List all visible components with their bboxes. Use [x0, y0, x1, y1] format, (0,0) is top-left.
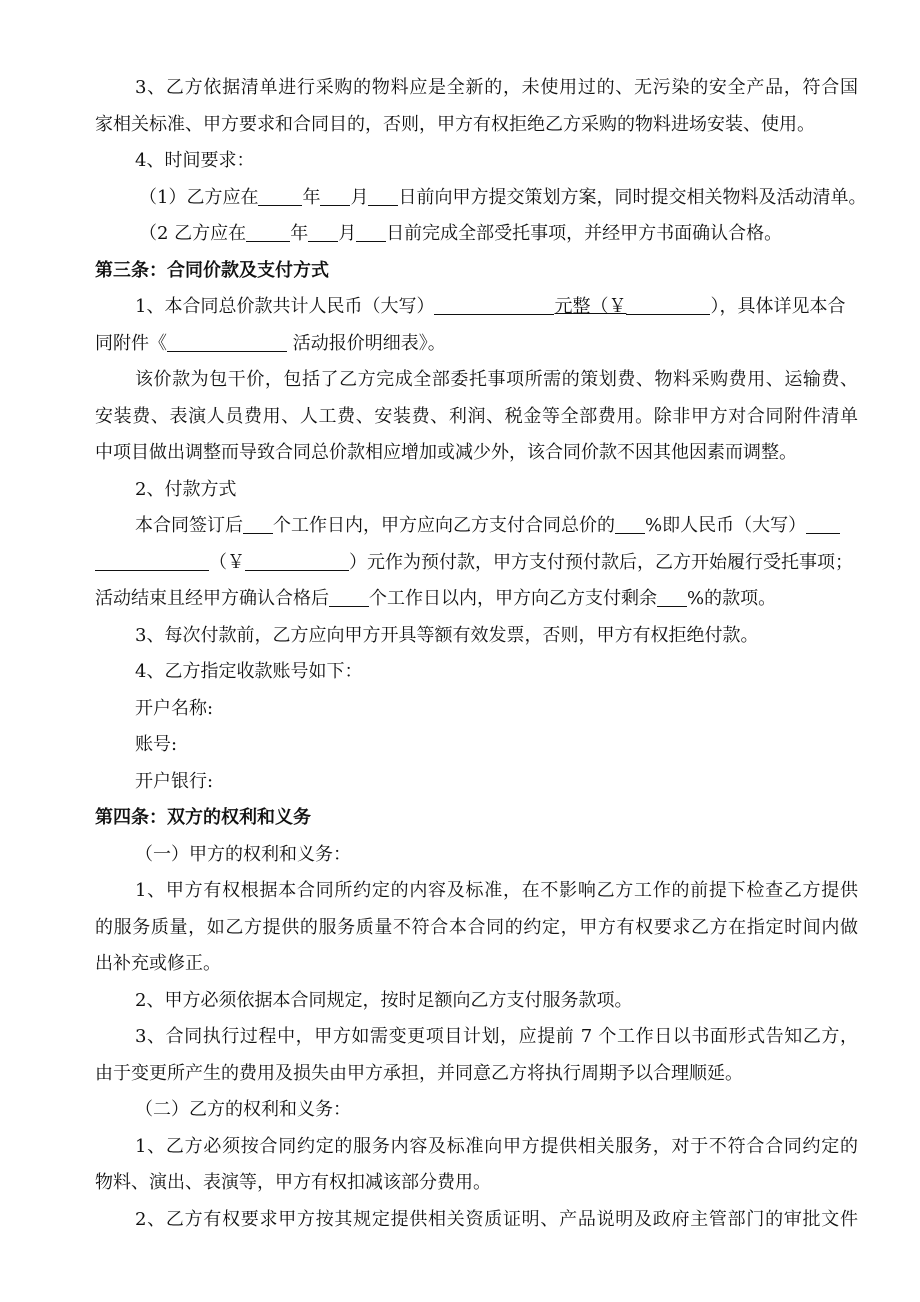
party-a-item-1-line-1: 1、甲方有权根据本合同所约定的内容及标准，在不影响乙方工作的前提下检查乙方提供 — [135, 880, 858, 901]
blank-attachment-name — [167, 332, 287, 352]
blank-days — [243, 514, 273, 534]
time-requirement-1: （1）乙方应在 年 月 日前向甲方提交策划方案，同时提交相关物料及活动清单。 — [139, 186, 867, 208]
blank-day — [356, 222, 386, 242]
party-a-item-2: 2、甲方必须依据本合同规定，按时足额向乙方支付服务款项。 — [135, 989, 633, 1011]
blank-year — [246, 222, 290, 242]
party-b-item-1-line-2: 物料、演出、表演等，甲方有权扣减该部分费用。 — [95, 1172, 491, 1193]
blank-percent — [615, 514, 645, 534]
price-paragraph-line-2: 安装费、表演人员费用、人工费、安装费、利润、税金等全部费用。除非甲方对合同附件清单 — [95, 405, 858, 427]
party-b-item-1-line-1: 1、乙方必须按合同约定的服务内容及标准向甲方提供相关服务，对于不符合合同约定的 — [135, 1135, 858, 1157]
clause-3-item-1-line-1: 1、本合同总价款共计人民币（大写） 元整（￥ ），具体详见本合 — [135, 296, 846, 317]
party-a-item-1-line-3: 出补充或修正。 — [95, 953, 221, 974]
payment-method-title: 2、付款方式 — [135, 478, 237, 500]
clause-4-heading: 第四条：双方的权利和义务 — [95, 807, 311, 828]
account-name-label: 开户名称: — [135, 697, 214, 719]
party-a-item-3-line-1: 3、合同执行过程中，甲方如需变更项目计划，应提前 7 个工作日以书面形式告知乙方， — [135, 1026, 858, 1047]
clause-3-heading: 第三条：合同价款及支付方式 — [95, 259, 329, 281]
invoice-clause: 3、每次付款前，乙方应向甲方开具等额有效发票，否则，甲方有权拒绝付款。 — [135, 624, 759, 646]
party-a-subheading: （一）甲方的权利和义务： — [135, 843, 351, 865]
clause-2-item-3-line-2: 家相关标准、甲方要求和合同目的，否则，甲方有权拒绝乙方采购的物料进场安装、使用。 — [95, 113, 815, 135]
payment-line-1: 本合同签订后 个工作日内，甲方应向乙方支付合同总价的 %即人民币（大写） — [95, 508, 858, 545]
clause-2-item-3-line-1: 3、乙方依据清单进行采购的物料应是全新的，未使用过的、无污染的安全产品，符合国 — [135, 77, 858, 98]
blank-amount-words-cont — [95, 551, 209, 571]
time-requirement-2: （2 乙方应在 年 月 日前完成全部受托事项，并经甲方书面确认合格。 — [139, 223, 783, 244]
price-paragraph-line-3: 中项目做出调整而导致合同总价款相应增加或减少外，该合同价款不因其他因素而调整。 — [95, 442, 797, 463]
blank-amount-words — [806, 514, 840, 534]
blank-month — [320, 186, 350, 206]
blank-amount-words — [434, 295, 554, 315]
price-paragraph-line-1: 该价款为包干价，包括了乙方完成全部委托事项所需的策划费、物料采购费用、运输费、 — [135, 369, 858, 390]
blank-amount-figures — [626, 295, 710, 315]
blank-amount-figures — [245, 551, 349, 571]
blank-day — [368, 186, 398, 206]
account-bank-label: 开户银行: — [135, 770, 214, 792]
blank-month — [308, 222, 338, 242]
party-b-item-2-line-1: 2、乙方有权要求甲方按其规定提供相关资质证明、产品说明及政府主管部门的审批文件 — [135, 1208, 858, 1230]
party-a-item-1-line-2: 的服务质量，如乙方提供的服务质量不符合本合同的约定，甲方有权要求乙方在指定时间内做 — [95, 916, 858, 938]
blank-days — [329, 587, 369, 607]
clause-3-item-1-line-2: 同附件《 活动报价明细表》。 — [95, 332, 446, 354]
party-b-subheading: （二）乙方的权利和义务： — [135, 1099, 351, 1120]
party-a-item-3-line-2: 由于变更所产生的费用及损失由甲方承担，并同意乙方将执行周期予以合理顺延。 — [95, 1062, 743, 1084]
account-clause: 4、乙方指定收款账号如下： — [135, 661, 363, 682]
blank-percent — [657, 587, 687, 607]
payment-line-2: （￥ ）元作为预付款，甲方支付预付款后，乙方开始履行受托事项； — [95, 545, 858, 582]
payment-line-3: 活动结束且经甲方确认合格后 个工作日以内，甲方向乙方支付剩余 %的款项。 — [95, 588, 777, 609]
blank-year — [258, 186, 302, 206]
account-number-label: 账号: — [135, 734, 178, 755]
clause-2-item-4-title: 4、时间要求： — [135, 150, 255, 171]
